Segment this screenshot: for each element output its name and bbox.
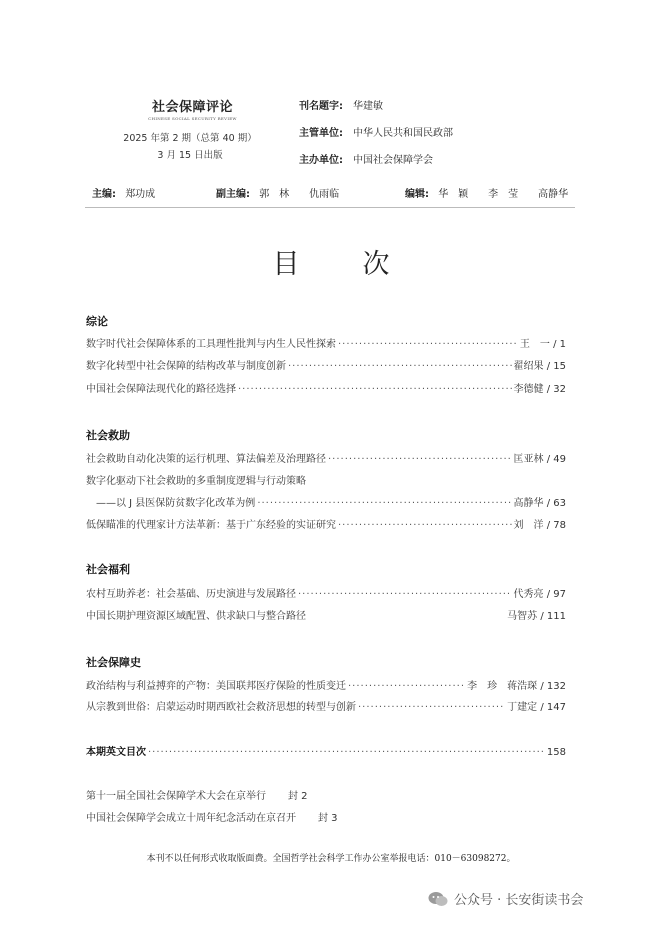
section-heading: 社会救助 <box>86 429 130 442</box>
meta-sponsor <box>299 151 433 166</box>
cover-note-text: 中国社会保障学会成立十周年纪念活动在京召开 <box>86 813 296 824</box>
entry-author-page: 李德健 / 32 <box>513 384 566 395</box>
leader-dots <box>328 454 512 465</box>
deputy-editor-label: 副主编: <box>216 189 250 200</box>
leader-dots <box>288 361 512 372</box>
entry-title: 政治结构与利益搏弈的产物：美国联邦医疗保险的性质变迁 <box>86 681 346 692</box>
entry-title: 从宗教到世俗：启蒙运动时期西欧社会救济思想的转型与创新 <box>86 702 356 713</box>
leader-dots <box>148 747 545 758</box>
toc-entry[interactable] <box>96 494 566 509</box>
english-toc-page: 158 <box>546 747 566 758</box>
leader-dots <box>298 589 512 600</box>
entry-author-page: 代秀亮 / 97 <box>513 589 566 600</box>
issue-number: 2025 年第 2 期（总第 40 期） <box>123 133 257 144</box>
chief-editor-label: 主编: <box>92 189 116 200</box>
section-heading: 社会保障史 <box>86 656 141 669</box>
journal-logo <box>145 96 240 121</box>
meta-value: 中华人民共和国民政部 <box>353 128 453 139</box>
english-toc-title: 本期英文目次 <box>86 747 146 758</box>
deputy-editor-names: 郭 林 仇雨临 <box>259 189 340 200</box>
section-heading: 社会福利 <box>86 563 130 576</box>
cover-note-page: 封 3 <box>318 813 338 824</box>
editors-label: 编辑: <box>405 189 429 200</box>
entry-title: 数字时代社会保障体系的工具理性批判与内生人民性探索 <box>86 339 336 350</box>
leader-dots <box>338 339 518 350</box>
meta-label: 主管单位: <box>299 128 343 139</box>
header-divider <box>85 207 575 208</box>
leader-dots <box>257 498 511 509</box>
leader-dots <box>238 384 512 395</box>
entry-title: 低保瞄准的代理家计方法革新：基于广东经验的实证研究 <box>86 520 336 531</box>
meta-value: 华建敏 <box>353 101 383 112</box>
toc-entry[interactable] <box>86 357 566 372</box>
toc-entry[interactable] <box>86 585 566 600</box>
publish-date: 3 月 15 日出版 <box>157 150 223 161</box>
entry-author-page: 翟绍果 / 15 <box>513 361 566 372</box>
wechat-icon <box>428 891 448 907</box>
entry-author-page: 高静华 / 63 <box>513 498 566 509</box>
leader-dots <box>338 520 512 531</box>
section-heading: 综论 <box>86 315 108 328</box>
entry-title: 中国社会保障法现代化的路径选择 <box>86 384 236 395</box>
chief-editor <box>92 185 155 200</box>
fee-notice: 本刊不以任何形式收取版面费。全国哲学社会科学工作办公室举报电话：010－63098272。 <box>146 854 516 864</box>
leader-dots <box>358 702 505 713</box>
chief-editor-name: 郑功成 <box>125 189 156 200</box>
journal-logo-chinese: 社会保障评论 <box>151 100 233 115</box>
english-toc-entry[interactable] <box>86 743 566 758</box>
leader-dots <box>348 681 465 692</box>
deputy-editor <box>216 185 339 200</box>
watermark-text: 公众号 · 长安街读书会 <box>454 893 584 908</box>
cover-note <box>86 787 308 802</box>
toc-entry-title-line[interactable]: 数字化驱动下社会救助的多重制度逻辑与行动策略 <box>86 476 306 487</box>
editors-names: 华 颖 李 莹 高静华 <box>438 189 569 200</box>
meta-label: 主办单位: <box>299 155 343 166</box>
entry-author-page: 丁建定 / 147 <box>507 702 566 713</box>
toc-entry[interactable] <box>86 677 566 692</box>
meta-supervisor <box>299 124 453 139</box>
entry-author-page: 李 珍 蒋浩琛 / 132 <box>467 681 566 692</box>
entry-author-page: 马智苏 / 111 <box>507 611 566 622</box>
toc-entry[interactable] <box>86 335 566 350</box>
entry-author-page: 王 一 / 1 <box>519 339 566 350</box>
cover-note-text: 第十一届全国社会保障学术大会在京举行 <box>86 791 266 802</box>
toc-entry[interactable] <box>86 698 566 713</box>
entry-title: 农村互助养老：社会基础、历史演进与发展路径 <box>86 589 296 600</box>
watermark <box>428 889 583 908</box>
meta-label: 刊名题字: <box>299 101 343 112</box>
cover-note-page: 封 2 <box>288 791 308 802</box>
entry-author-page: 匡亚林 / 49 <box>513 454 566 465</box>
entry-title: 数字化转型中社会保障的结构改革与制度创新 <box>86 361 286 372</box>
toc-entry[interactable] <box>86 450 566 465</box>
editors <box>405 185 568 200</box>
toc-entry[interactable] <box>86 380 566 395</box>
toc-title: 目 次 <box>272 249 408 280</box>
toc-entry[interactable] <box>86 516 566 531</box>
entry-author-page: 刘 洋 / 78 <box>513 520 566 531</box>
meta-title-calligraphy <box>299 97 383 112</box>
toc-entry[interactable] <box>86 607 566 622</box>
entry-subtitle: ——以 J 县医保防贫数字化改革为例 <box>96 498 256 509</box>
entry-title: 中国长期护理资源区域配置、供求缺口与整合路径 <box>86 611 306 622</box>
journal-logo-english: CHINESE SOCIAL SECURITY REVIEW <box>148 116 237 121</box>
entry-title: 社会救助自动化决策的运行机理、算法偏差及治理路径 <box>86 454 326 465</box>
meta-value: 中国社会保障学会 <box>353 155 433 166</box>
cover-note <box>86 809 338 824</box>
